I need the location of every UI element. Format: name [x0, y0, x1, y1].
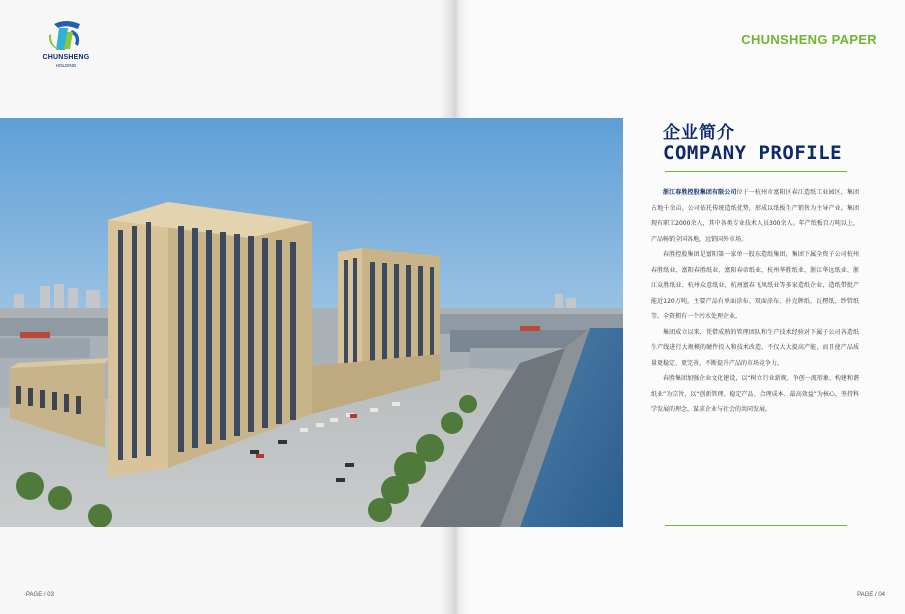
paragraph-3: 集团成立以来，凭借成熟的管理团队和生产技术经验对下属子公司各造纸生产线进行大规模的硬件投入和技术改造，不仅大大提高产能，而且使产品质量更稳定、更完善，不断提升产品的市场竞争力。	[651, 328, 859, 367]
company-logo	[36, 20, 96, 70]
brand-title: CHUNSHENG PAPER	[741, 32, 877, 47]
page-number-left: PAGE / 03	[26, 592, 54, 598]
paragraph-1-text: 位于一杭州市富阳区春江造纸工业园区，集团占地千余亩。公司依托传统造纸优势，形成以纸板生产销售为主导产业。集团现有职工2000余人，其中各类专业技术人员300余人。年产纸板百万吨以上，产品畅销全国各地，远销国外市场。	[651, 189, 859, 243]
company-profile-text	[651, 185, 859, 418]
building-photo-illustration	[0, 118, 623, 527]
paragraph-2: 春胜控股集团是富阳第一家单一股东造纸集团，集团下属全资子公司杭州春胜纸业、富阳春胜纸业、富阳春帝纸业、杭州华胜纸业、浙江华远纸业、浙江众胜纸业、杭州众意纸业、杭州富春飞凤纸业等多家造纸企业，造纸带批产能近120万吨。主要产品有单面涂布、双面涂布、扑克牌纸、瓦楞纸、纱管纸等。全资拥有一个污水处理企业。	[651, 251, 859, 320]
title-chinese: 企业简介	[663, 123, 735, 143]
bottom-rule	[665, 525, 847, 526]
title-english: COMPANY PROFILE	[663, 142, 843, 164]
logo-mark-icon	[48, 20, 84, 52]
page-number-right: PAGE / 04	[857, 592, 885, 598]
logo-name: CHUNSHENG	[42, 54, 90, 61]
building-photo	[0, 118, 623, 527]
logo-subtitle: HOLDING	[55, 63, 77, 68]
paragraph-1	[651, 185, 859, 247]
title-underline	[665, 171, 847, 172]
paragraph-4: 春胜集团加强企业文化建设，以“树立行业新规、争创一流形象、构建和谐纸业”为宗旨，以“创新管理、稳定产品、合理成本、最高效益”为核心，坚持科学发展的理念，谋求企业与社会的共同发展。	[651, 375, 859, 413]
company-name-lead: 浙江春胜控股集团有限公司	[663, 189, 737, 196]
